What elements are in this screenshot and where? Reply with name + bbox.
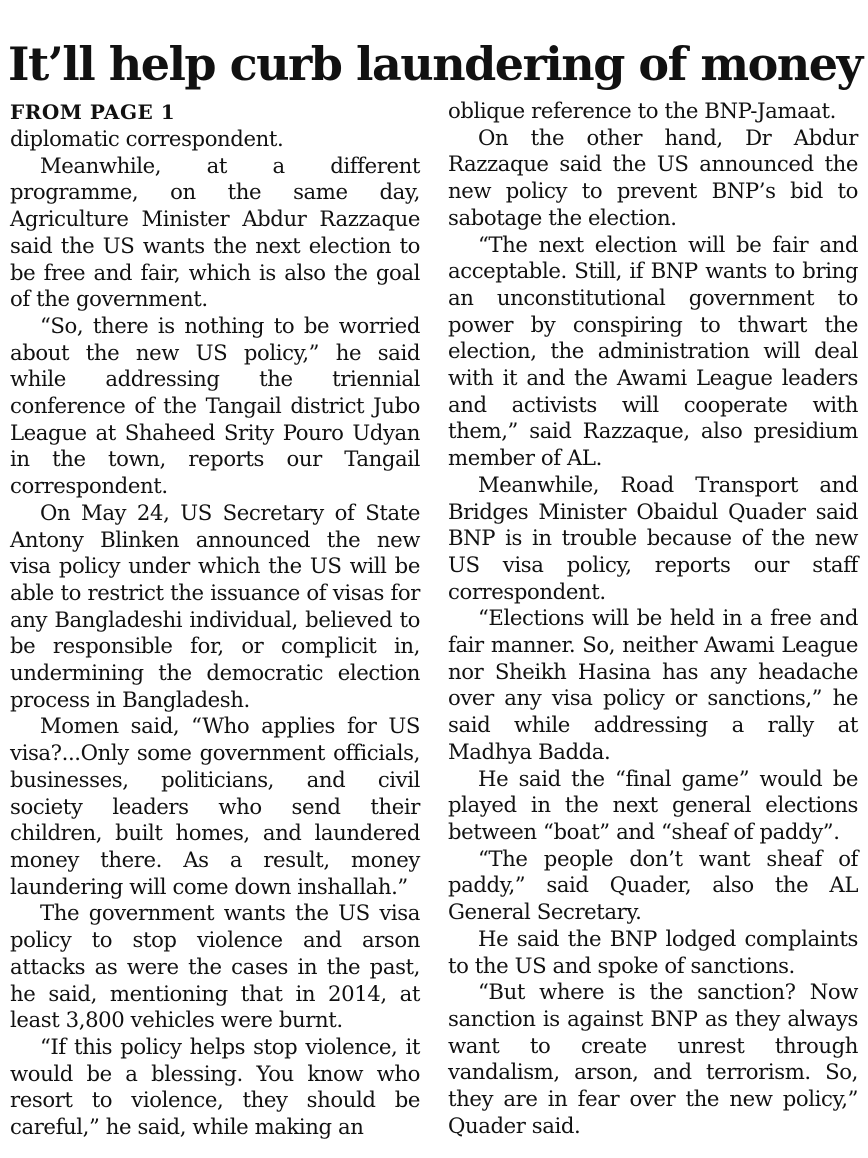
headline: It’ll help curb laundering of money <box>8 37 862 91</box>
paragraph: “But where is the sanction? Now sanction is against BNP as they always want to create unrest through vandalism, arson, and terrorism. So, they are in fear over the new policy,” Quader said. <box>448 979 858 1138</box>
article-column-left <box>10 98 420 1141</box>
continued-from-label: FROM PAGE 1 <box>10 100 176 124</box>
paragraph: Meanwhile, at a different programme, on the same day, Agriculture Minister Abdur Razzaque said the US wants the next election to be free and fair, which is also the goal of the government. <box>10 152 420 312</box>
paragraph: “So, there is nothing to be worried about the new US policy,” he said while addressing the triennial conference of the Tangail district Jubo League at Shaheed Srity Pouro Udyan in the town, reports our Tangail correspondent. <box>10 312 420 499</box>
paragraph: “Elections will be held in a free and fair manner. So, neither Awami League nor Sheikh Hasina has any headache over any visa policy or sanctions,” he said while addressing a rally at Madhya Badda. <box>448 605 858 764</box>
paragraph: “The people don’t want sheaf of paddy,” said Quader, also the AL General Secretary. <box>448 845 858 925</box>
paragraph: He said the “final game” would be played in the next general elections between “boat” and “sheaf of paddy”. <box>448 765 858 844</box>
paragraph: Momen said, “Who applies for US visa?...Only some government officials, businesses, politicians, and civil society leaders who send their children, built homes, and laundered money there. As a result, money laundering will come down inshallah.” <box>10 713 420 899</box>
paragraph: He said the BNP lodged complaints to the US and spoke of sanctions. <box>448 925 858 978</box>
paragraph: On the other hand, Dr Abdur Razzaque said the US announced the new policy to prevent BNP’s bid to sabotage the election. <box>448 124 858 230</box>
paragraph: On May 24, US Secretary of State Antony Blinken announced the new visa policy under which the US will be able to restrict the issuance of visas for any Bangladeshi individual, believed to be responsible for, or complicit in, undermining the democratic election process in Bangladesh. <box>10 499 420 712</box>
paragraph: “The next election will be fair and acceptable. Still, if BNP wants to bring an unconstitutional government to power by conspiring to thwart the election, the administration will deal with it and the Awami League leaders and activists will cooperate with them,” said Razzaque, also presidium member of AL. <box>448 231 858 471</box>
paragraph: The government wants the US visa policy to stop violence and arson attacks as were the cases in the past, he said, mentioning that in 2014, at least 3,800 vehicles were burnt. <box>10 900 420 1033</box>
paragraph: diplomatic correspondent. <box>10 126 284 151</box>
article-column-right <box>448 98 858 1139</box>
paragraph: oblique reference to the BNP-Jamaat. <box>448 98 836 123</box>
paragraph: “If this policy helps stop violence, it would be a blessing. You know who resort to violence, they should be careful,” he said, while making an <box>10 1033 420 1140</box>
paragraph: Meanwhile, Road Transport and Bridges Minister Obaidul Quader said BNP is in trouble because of the new US visa policy, reports our staff correspondent. <box>448 471 858 604</box>
